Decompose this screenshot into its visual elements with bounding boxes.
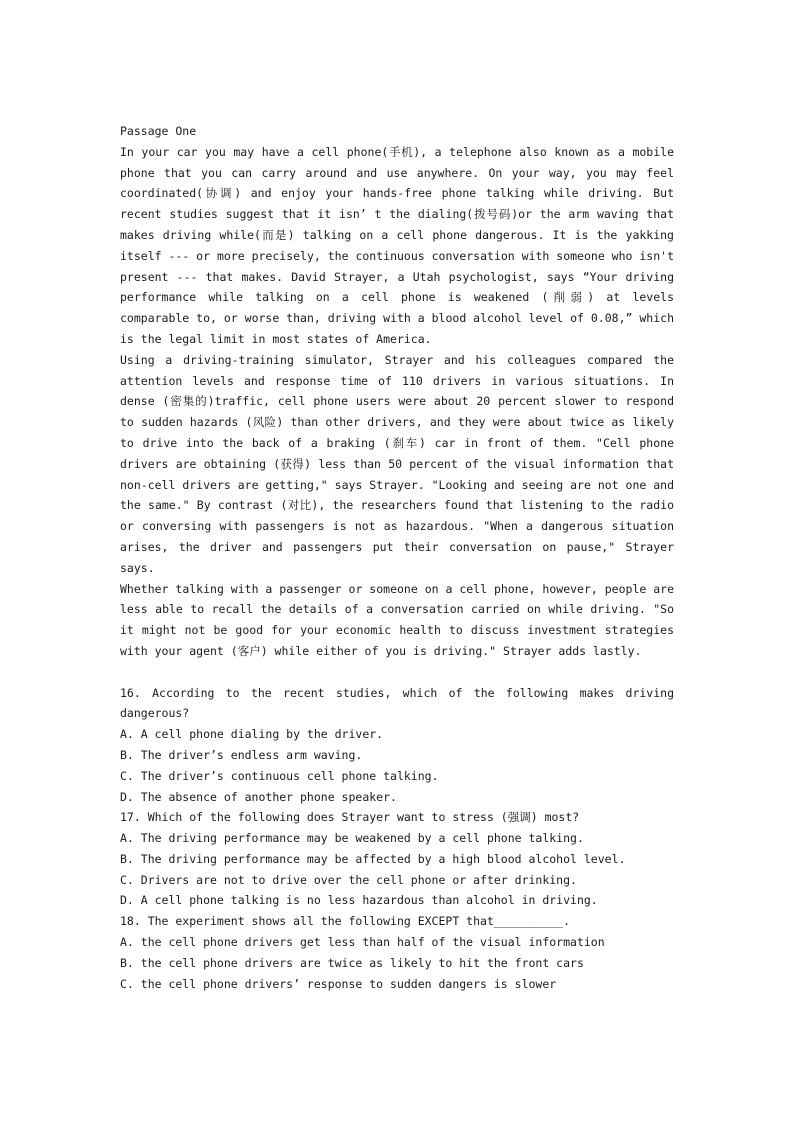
answer-option: C. Drivers are not to drive over the cell phone or after drinking. xyxy=(120,872,577,887)
question-stem: 17. Which of the following does Strayer want to stress (强调) most? xyxy=(120,810,580,825)
answer-option: A. the cell phone drivers get less than half of the visual information xyxy=(120,935,605,950)
document-page xyxy=(120,121,674,994)
question-stem: 16. According to the recent studies, which of the following makes driving dangerous? xyxy=(120,685,674,721)
answer-option: A. A cell phone dialing by the driver. xyxy=(120,727,384,742)
answer-option: D. A cell phone talking is no less hazardous than alcohol in driving. xyxy=(120,893,598,908)
passage-paragraph-3: Whether talking with a passenger or someone on a cell phone, however, people are less able to recall the details of a conversation carried on while driving. "So it might not be good for your economic health to discuss investment strategies with your agent (客户) while either of you is driving." Strayer adds lastly. xyxy=(120,581,674,658)
answer-option: B. The driving performance may be affected by a high blood alcohol level. xyxy=(120,851,626,866)
passage-paragraph-1: In your car you may have a cell phone(手机), a telephone also known as a mobile phone that you can carry around and use anywhere. On your way, you may feel coordinated(协调) and enjoy your hands-free phone talking while driving. But recent studies suggest that it isn’ t the dialing(拨号码)or the arm waving that makes driving while(而是) talking on a cell phone dangerous. It is the yakking itself --- or more precisely, the continuous conversation with someone who isn't present --- that makes. David Strayer, a Utah psychologist, says “Your driving performance while talking on a cell phone is weakened (削弱) at levels comparable to, or worse than, driving with a blood alcohol level of 0.08,” which is the legal limit in most states of America. xyxy=(120,144,674,346)
blank-line xyxy=(120,662,674,683)
answer-option: C. the cell phone drivers’ response to sudden dangers is slower xyxy=(120,976,557,991)
question-stem: 18. The experiment shows all the following EXCEPT that__________. xyxy=(120,914,571,929)
answer-option: A. The driving performance may be weakened by a cell phone talking. xyxy=(120,831,584,846)
question-16 xyxy=(120,683,674,808)
passage-title: Passage One xyxy=(120,124,197,138)
passage-paragraph-2: Using a driving-training simulator, Strayer and his colleagues compared the attention levels and response time of 110 drivers in various situations. In dense (密集的)traffic, cell phone users were about 20 percent slower to respond to sudden hazards (风险) than other drivers, and they were about twice as likely to drive into the back of a braking (刹车) car in front of them. "Cell phone drivers are obtaining (获得) less than 50 percent of the visual information that non-cell drivers are getting," says Strayer. "Looking and seeing are not one and the same." By contrast (对比), the researchers found that listening to the radio or conversing with passengers is not as hazardous. "When a dangerous situation arises, the driver and passengers put their conversation on pause," Strayer says. xyxy=(120,352,674,575)
answer-option: D. The absence of another phone speaker. xyxy=(120,789,397,804)
answer-option: B. the cell phone drivers are twice as likely to hit the front cars xyxy=(120,955,584,970)
question-17 xyxy=(120,807,674,911)
answer-option: C. The driver’s continuous cell phone talking. xyxy=(120,768,439,783)
answer-option: B. The driver’s endless arm waving. xyxy=(120,747,363,762)
question-18 xyxy=(120,911,674,994)
